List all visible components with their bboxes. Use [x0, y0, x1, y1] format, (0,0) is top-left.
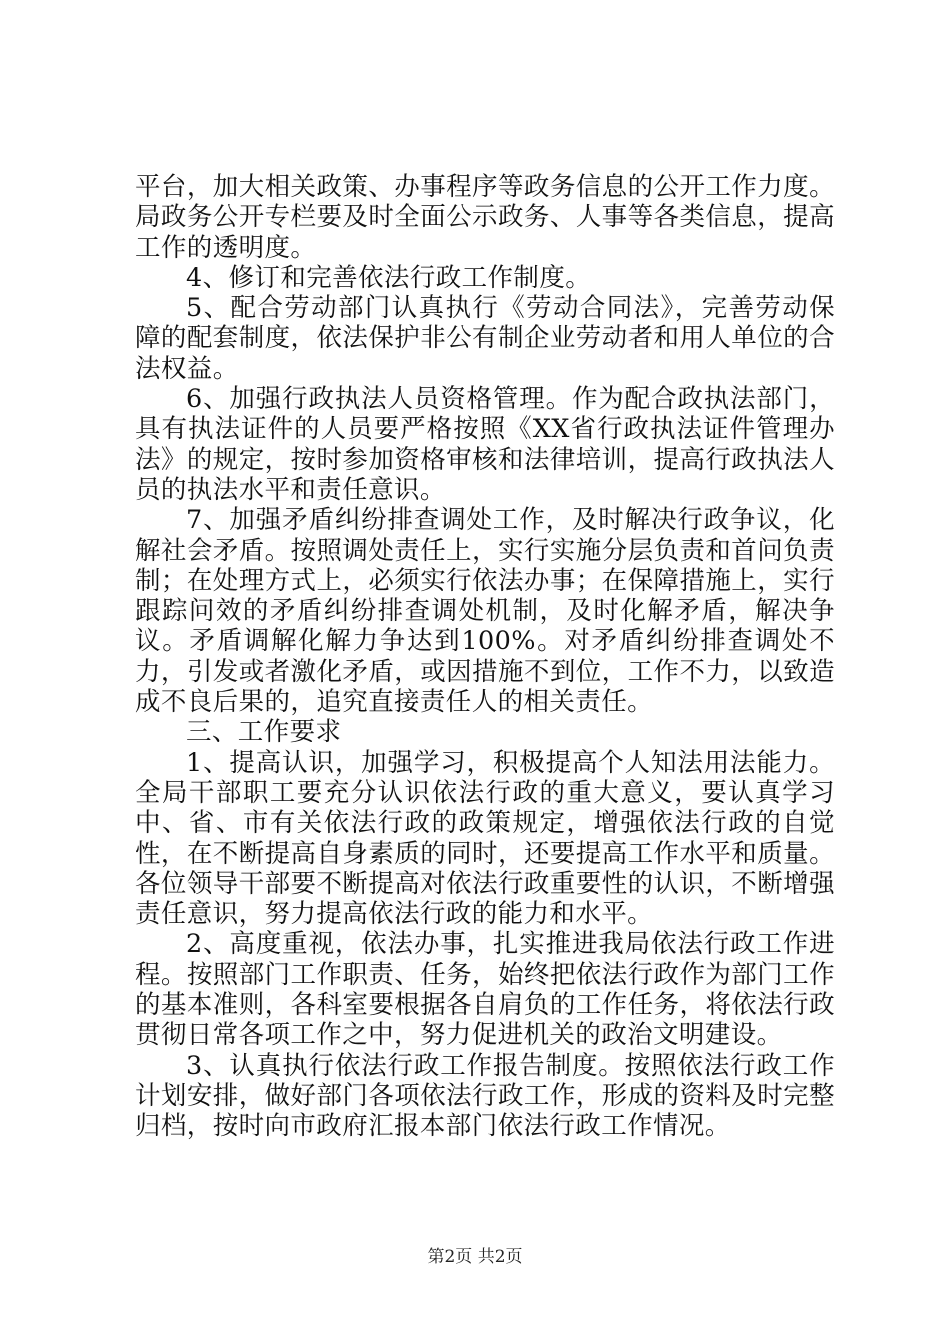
- paragraph-continuation: 平台，加大相关政策、办事程序等政务信息的公开工作力度。局政务公开专栏要及时全面公示政务、人事等各类信息，提高工作的透明度。: [135, 172, 835, 263]
- paragraph-requirement-1: 1、提高认识，加强学习，积极提高个人知法用法能力。全局干部职工要充分认识依法行政的重大意义，要认真学习中、省、市有关依法行政的政策规定，增强依法行政的自觉性，在不断提高自身素质的同时，还要提高工作水平和质量。各位领导干部要不断提高对依法行政重要性的认识，不断增强责任意识，努力提高依法行政的能力和水平。: [135, 747, 835, 930]
- section-heading-work-requirements: 三、工作要求: [186, 717, 342, 748]
- paragraph-item-5: 5、配合劳动部门认真执行《劳动合同法》，完善劳动保障的配套制度，依法保护非公有制企业劳动者和用人单位的合法权益。: [135, 293, 835, 384]
- page-footer: 第2页 共2页: [427, 1247, 523, 1267]
- paragraph-item-6: 6、加强行政执法人员资格管理。作为配合政执法部门，具有执法证件的人员要严格按照《XX省行政执法证件管理办法》的规定，按时参加资格审核和法律培训，提高行政执法人员的执法水平和责任意识。: [135, 384, 835, 505]
- paragraph-requirement-2: 2、高度重视，依法办事，扎实推进我局依法行政工作进程。按照部门工作职责、任务，始终把依法行政作为部门工作的基本准则，各科室要根据各自肩负的工作任务，将依法行政贯彻日常各项工作之中，努力促进机关的政治文明建设。: [135, 929, 835, 1051]
- paragraph-item-7: 7、加强矛盾纠纷排查调处工作，及时解决行政争议，化解社会矛盾。按照调处责任上，实行实施分层负责和首问负责制；在处理方式上，必须实行依法办事；在保障措施上，实行跟踪问效的矛盾纠纷排查调处机制，及时化解矛盾，解决争议。矛盾调解化解力争达到100%。对矛盾纠纷排查调处不力，引发或者激化矛盾，或因措施不到位，工作不力，以致造成不良后果的，追究直接责任人的相关责任。: [135, 505, 835, 718]
- document-body: [135, 172, 835, 1142]
- paragraph-item-4: 4、修订和完善依法行政工作制度。: [186, 262, 592, 293]
- paragraph-requirement-3: 3、认真执行依法行政工作报告制度。按照依法行政工作计划安排，做好部门各项依法行政工作，形成的资料及时完整归档，按时向市政府汇报本部门依法行政工作情况。: [135, 1050, 835, 1142]
